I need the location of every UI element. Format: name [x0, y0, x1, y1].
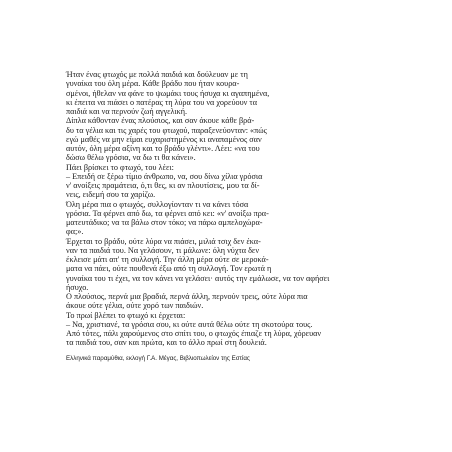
story-line-24: ήσυχο. — [66, 282, 89, 292]
story-line-6: Δίπλα κάθονταν ένας πλούσιος, και σαν άκουε κάθε βρά- — [66, 116, 255, 126]
story-line-23: γυναίκα του τι έχει, να τον κάνει να γελάσει· αυτός την εμάλωσε, να τον αφήσει — [66, 273, 330, 283]
story-line-3: σμένοι, ήθελαν να φάνε το ψωμάκι τους ήσυχα κι αγαπημένα, — [66, 88, 270, 98]
story-line-26: άκουε ούτε γέλια, ούτε χορό των παιδιών. — [66, 301, 204, 311]
story-line-12: – Επειδή σε ξέρω τίμιο άνθρωπο, να, σου δίνω χίλια γρόσια — [66, 171, 263, 181]
story-line-4: κι έπειτα να πιάσει ο πατέρας τη λύρα του να χορεύουν τα — [66, 97, 257, 107]
story-line-19: Έρχεται το βράδυ, ούτε λύρα να πιάσει, μιλιά τσιχ δεν έκα- — [66, 236, 261, 246]
story-line-11: Πάει βρίσκει το φτωχό, του λέει: — [66, 162, 174, 172]
story-line-13: ν' ανοίξεις πραμάτεια, ό,τι θες, κι αν πλουτίσεις, μου τα δί- — [66, 181, 260, 190]
story-line-1: Ήταν ένας φτωχός με πολλά παιδιά και δούλευαν με τη — [66, 70, 248, 79]
story-line-10: δώσω θέλω γρόσια, να δω τι θα κάνει». — [66, 153, 196, 163]
story-line-2: γυναίκα του όλη μέρα. Κάθε βράδυ που ήταν κουρα- — [66, 79, 240, 89]
story-line-28: – Να, χριστιανέ, τα γρόσια σου, κι ούτε αυτά θέλω ούτε τη σκοτούρα τους. — [66, 319, 313, 329]
story-line-29: Από τότες, πάλι χαρούμενος στο σπίτι του, ο φτωχός έπιαζε τη λύρα, χόρευαν — [66, 329, 322, 338]
story-line-15: Όλη μέρα πια ο φτωχός, συλλογίονταν τι να κάνει τόσα — [66, 199, 249, 209]
story-text — [66, 70, 406, 348]
story-line-8: εγώ μαθές να μην είμαι ευχαριστημένος κι αναπαμένος σαν — [66, 134, 262, 144]
story-line-14: νεις, ειδεμή σου τα χαρίζω. — [66, 190, 156, 200]
story-line-5: παιδιά και να περνούν ζωή αγγελική. — [66, 107, 188, 116]
story-line-30: τα παιδιά του, σαν και πρώτα, και το άλλο πρωί στη δουλειά. — [66, 338, 267, 348]
story-line-27: Το πρωί βλέπει το φτωχό κι έρχεται: — [66, 310, 186, 320]
story-line-16: γρόσια. Τα φέρνει από δω, τα φέρνει από κει: «ν' ανοίξω πρα- — [66, 208, 269, 218]
story-line-18: φα;». — [66, 227, 84, 237]
story-line-22: ματα να πάει, ούτε πουθενά έξω από τη συλλογή. Τον ερωτά η — [66, 264, 272, 274]
story-line-21: έκλεισε μάτι απ' τη συλλογή. Την άλλη μέρα ούτε σε μεροκά- — [66, 255, 269, 264]
story-line-7: δυ τα γέλια και τις χαρές του φτωχού, παραξενεύονταν: «πώς — [66, 125, 267, 135]
source-citation: Ελληνικά παραμύθια, εκλογή Γ.Α. Μέγας, Βιβλιοπωλείον της Εστίας — [66, 355, 250, 362]
story-line-17: ματευτάδικο; να τα βάλω στον τόκο; να πάρω αμπελοχώρα- — [66, 218, 263, 227]
story-line-20: ναν τα παιδιά του. Να γελάσουν, τι μάλωνε: όλη νύχτα δεν — [66, 245, 260, 255]
story-line-9: αυτόν, όλη μέρα αξίνη και το βράδυ γλέντι». Λέει: «να του — [66, 144, 260, 153]
story-line-25: Ο πλούσιος, περνά μια βραδιά, περνά άλλη, περνούν τρεις, ούτε λύρα πια — [66, 292, 308, 301]
